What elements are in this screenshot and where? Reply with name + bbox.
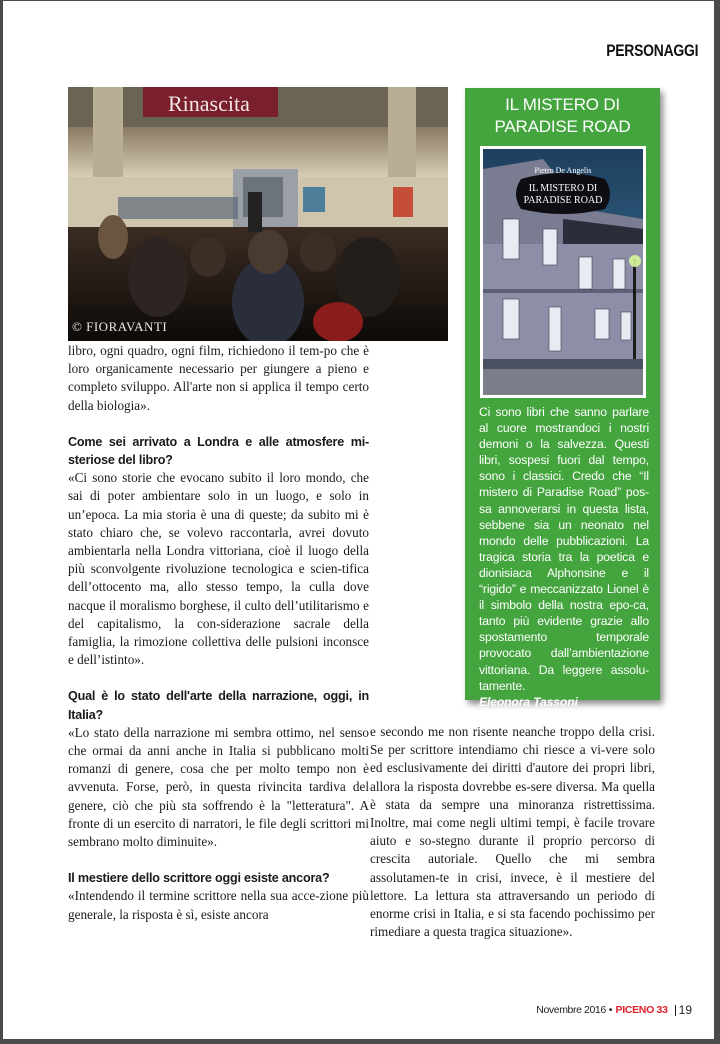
question-narration: Qual è lo stato dell'arte della narrazione, oggi, in Italia? xyxy=(68,689,369,722)
question-london: Come sei arrivato a Londra e alle atmosfere mi-steriose del libro? xyxy=(68,434,369,468)
question-writer: Il mestiere dello scrittore oggi esiste ancora? xyxy=(68,871,330,886)
sidebar-title-line2: PARADISE ROAD xyxy=(494,117,631,136)
intro-paragraph: libro, ogni quadro, ogni film, richiedono il tem-po che è loro organicamente necessario per giungere a pieno e completo sviluppo. All'arte non si applica il tempo certo della biologia». xyxy=(68,343,369,413)
issue-date: Novembre 2016 xyxy=(536,1004,606,1016)
page-footer xyxy=(536,1003,692,1017)
article-right-column xyxy=(370,723,655,941)
book-cover xyxy=(480,146,646,398)
photo-credit: © FIORAVANTI xyxy=(72,319,168,334)
reviewer-name: Eleonora Tassoni xyxy=(479,694,578,709)
event-photo-illustration xyxy=(68,87,448,341)
cover-title-line1: IL MISTERO DI xyxy=(528,183,598,194)
event-photo xyxy=(68,87,448,341)
answer-narration: «Lo stato della narrazione mi sembra ottimo, nel senso che ormai da anni anche in Italia si pubblicano molti romanzi di genere, cosa che per molto tempo non è avvenuta. Forse, però, in questa rivincita tardiva del genere, ciò che più sta soffrendo è la "letteratura". A fronte di un esercito di narratori, le file degli scrittori mi sembrano molto diminuite». xyxy=(68,724,369,850)
page-number: 19 xyxy=(678,1003,692,1017)
magazine-page xyxy=(3,1,714,1039)
section-tag: PERSONAGGI xyxy=(605,41,698,60)
review-body: Ci sono libri che sanno parlare al cuore mostrandoci i nostri demoni o la salvezza. Questi libri, sospesi fuori dal tempo, sono i classici. Credo che “Il mistero di Paradise Road” pos-sa annoverarsi in questa lista, sebbene sia un neonato nel mondo delle pubblicazioni. La tragica storia tra la poetica e dionisiaca Alphonsine e il “rigido” e meccanizzato Lionel è il simbolo della nostra epo-ca, tanto più evidente grazie allo spostamento temporale provocato dall’ambientazione vittoriana. Da leggere assolu-tamente. xyxy=(479,405,649,693)
answer-writer-continuation: e secondo me non risente neanche troppo della crisi. Se per scrittore intendiamo chi riesce a vi-vere solo ed esclusivamente dei diritti d'autore dei propri libri, allora la risposta dovrebbe es-sere diversa. Ma quella è stata da sempre una minoranza ristrettissima. Inoltre, mai come negli ultimi tempi, è facile trovare aiuto e so-stegno durante il proprio percorso di crescita autoriale. Quello che mi sembra assolutamen-te in crisi, invece, è il mestiere del lettore. La lettura sta attraversando un periodo di enorme crisi in Italia, e si sta facendo pochissimo per rimediare a questa tragica situazione». xyxy=(370,724,655,940)
review-text-block xyxy=(479,404,649,710)
bullet-separator: • xyxy=(608,1004,613,1016)
banner-text: Rinascita xyxy=(168,91,250,116)
cover-author: Pietro De Angelis xyxy=(534,166,592,175)
divider xyxy=(675,1005,676,1016)
magazine-brand: PICENO 33 xyxy=(615,1004,668,1016)
book-cover-illustration xyxy=(483,149,643,395)
sidebar-title-line1: IL MISTERO DI xyxy=(505,95,620,114)
sidebar-title xyxy=(465,94,660,138)
book-review-sidebar xyxy=(465,88,660,709)
article-left-column xyxy=(68,342,369,924)
answer-writer-start: «Intendendo il termine scrittore nella sua acce-zione più generale, la risposta è sì, esiste ancora xyxy=(68,888,369,922)
answer-london: «Ci sono storie che evocano subito il loro mondo, che sai di poter ambientare solo in un luogo, e solo in un’epoca. La mia storia è una di queste; da subito mi è stato chiaro che, se volevo raccontarla, avrei dovuto ambientarla nella Londra vittoriana, cioè il luogo della più sconvolgente rivoluzione tecnologica e scien-tifica dell’ottocento ma, allo stesso tempo, la culla dove nacque il moralismo borghese, il culto dell’utilitarismo e del capitalismo, la con-siderazione sacrale della famiglia, la rimozione collettiva delle pulsioni inconsce e dell’istinto». xyxy=(68,470,369,668)
cover-title-line2: PARADISE ROAD xyxy=(523,195,603,206)
